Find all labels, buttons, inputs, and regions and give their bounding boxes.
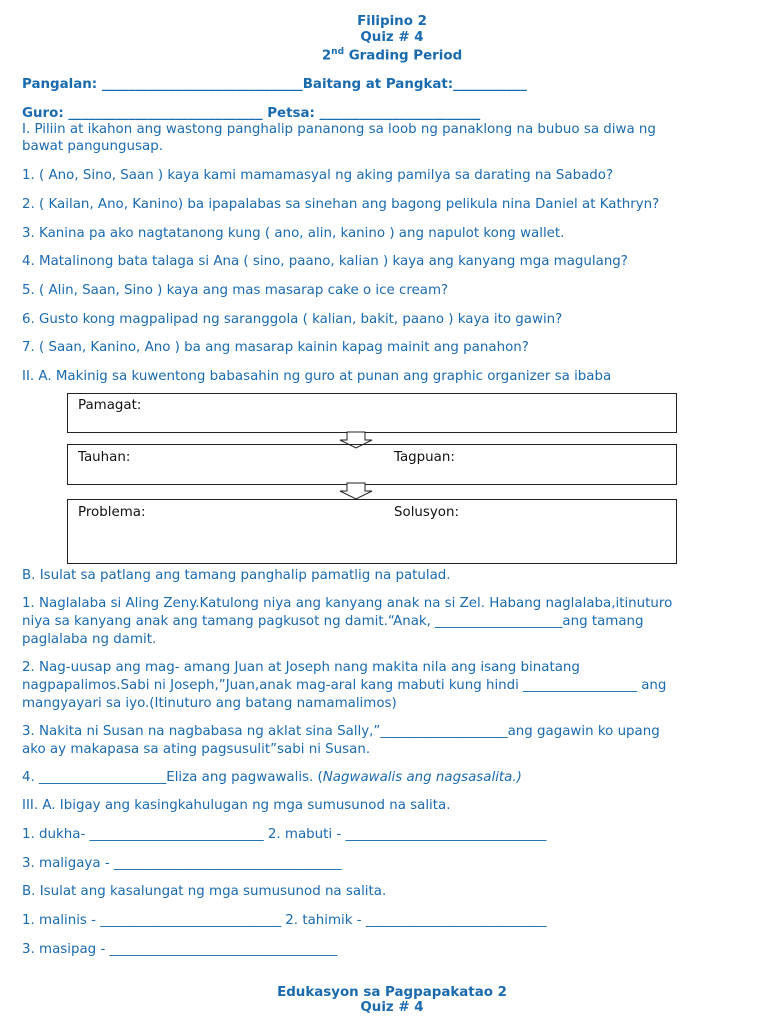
name-field[interactable]: ______________________________ [101, 77, 303, 92]
footer-quiz: Quiz # 4 [360, 1000, 424, 1015]
part2b-item3-line1: 3. Nakita ni Susan na nagbabasa ng aklat sina Sally,”___________________ang gagawin ko upang [22, 724, 660, 739]
part3a-instructions: III. A. Ibigay ang kasingkahulugan ng mga sumusunod na salita. [22, 798, 451, 813]
organizer-problem-solution-box[interactable] [67, 499, 677, 564]
part3b-row2: 3. masipag - __________________________________ [22, 942, 338, 957]
part1-question-1: 1. ( Ano, Sino, Saan ) kaya kami mamamasyal ng aking pamilya sa darating na Sabado? [22, 168, 614, 183]
part2b-item2-line1: 2. Nag-uusap ang mag- amang Juan at Joseph nang makita nila ang isang binatang [22, 660, 580, 675]
part1-question-3: 3. Kanina pa ako nagtatanong kung ( ano, alin, kanino ) ang napulot kong wallet. [22, 226, 565, 241]
part1-question-5: 5. ( Alin, Saan, Sino ) kaya ang mas masarap cake o ice cream? [22, 283, 449, 298]
period-suffix: nd [331, 47, 345, 57]
problem-label: Problema: [78, 505, 146, 520]
part1-instructions-line2: bawat pangungusap. [22, 139, 163, 154]
organizer-title-box[interactable] [67, 393, 677, 433]
part2b-item1-line2: niya sa kanyang anak ang tamang pagkusot ng damit.“Anak, ___________________ang tamang [22, 614, 644, 629]
part3b-row1: 1. malinis - ___________________________ 2. tahimik - ___________________________ [22, 913, 547, 928]
part2b-item4 [22, 769, 522, 787]
name-label: Pangalan: [22, 77, 98, 92]
solution-label: Solusyon: [394, 505, 459, 520]
part1-question-7: 7. ( Saan, Kanino, Ano ) ba ang masarap kainin kapag mainit ang panahon? [22, 340, 529, 355]
item4-text: 4. ___________________Eliza ang pagwawalis. ( [22, 770, 323, 785]
teacher-label: Guro: [22, 106, 64, 121]
part3a-row2: 3. maligaya - __________________________________ [22, 856, 342, 871]
part2b-item2-line3: mangyayari sa iyo.(Itinuturo ang batang namamalimos) [22, 696, 397, 711]
part2b-item1-line3: paglalaba ng damit. [22, 632, 157, 647]
name-grade-line [22, 76, 527, 94]
part1-instructions-line1: I. Piliin at ikahon ang wastong panghalip pananong sa loob ng panaklong na bubuo sa diwa ng [22, 122, 656, 137]
date-field[interactable]: ________________________ [319, 106, 481, 121]
grade-section-field[interactable]: ___________ [453, 77, 527, 92]
period-ordinal: 2 [321, 48, 332, 64]
part1-question-6: 6. Gusto kong magpalipad ng saranggola ( kalian, bakit, paano ) kaya ito gawin? [22, 312, 563, 327]
characters-label: Tauhan: [78, 450, 131, 465]
organizer-characters-setting-box[interactable] [67, 444, 677, 485]
title-label: Pamagat: [78, 398, 142, 413]
part3b-instructions: B. Isulat ang kasalungat ng mga sumusunod na salita. [22, 884, 387, 899]
part2b-item3-line2: ako ay makapasa sa ating pagsusulit”sabi ni Susan. [22, 742, 371, 757]
footer-subject: Edukasyon sa Pagpapakatao 2 [277, 985, 507, 1000]
part1-question-2: 2. ( Kailan, Ano, Kanino) ba ipapalabas sa sinehan ang bagong pelikula nina Daniel at Kathryn? [22, 197, 660, 212]
down-arrow-icon [336, 482, 376, 500]
item4-note: Nagwawalis ang nagsasalita.) [322, 770, 522, 785]
part2b-instructions: B. Isulat sa patlang ang tamang panghalip pamatlig na patulad. [22, 568, 451, 583]
grading-period [0, 43, 768, 65]
quiz-number: Quiz # 4 [360, 30, 424, 45]
part2a-instructions: II. A. Makinig sa kuwentong babasahin ng guro at punan ang graphic organizer sa ibaba [22, 369, 612, 384]
part1-question-4: 4. Matalinong bata talaga si Ana ( sino, paano, kalian ) kaya ang kanyang mga magulang? [22, 254, 628, 269]
period-rest: Grading Period [344, 48, 463, 64]
part2b-item2-line2: nagpapalimos.Sabi ni Joseph,”Juan,anak mag-aral kang mabuti kung hindi _________________ ang [22, 678, 667, 693]
setting-label: Tagpuan: [394, 450, 455, 465]
grade-section-label: Baitang at Pangkat: [302, 77, 454, 92]
date-label: Petsa: [262, 106, 315, 121]
page-title: Filipino 2 [357, 14, 427, 29]
part2b-item1-line1: 1. Naglalaba si Aling Zeny.Katulong niya ang kanyang anak na si Zel. Habang naglalaba,itinuturo [22, 596, 673, 611]
teacher-field[interactable]: _____________________________ [68, 106, 263, 121]
part3a-row1: 1. dukha- __________________________ 2. mabuti - ______________________________ [22, 827, 547, 842]
